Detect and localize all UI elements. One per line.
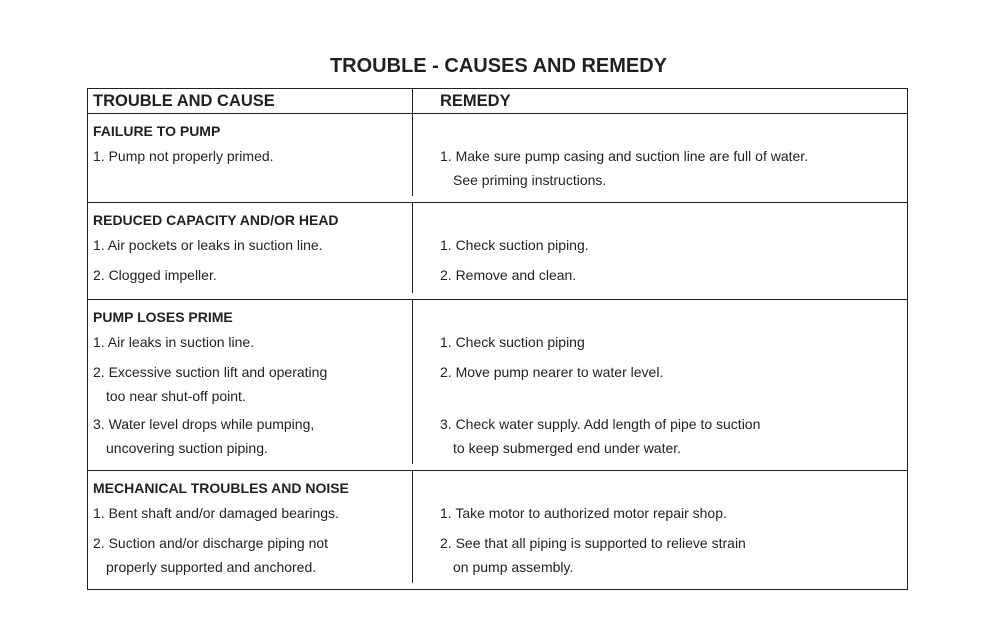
blank-cell — [440, 118, 907, 144]
causes-line: 1. Air pockets or leaks in suction line. — [93, 237, 323, 253]
causes-line: 2. Excessive suction lift and operating — [93, 364, 328, 380]
remedies-line: 2. See that all piping is supported to relieve strain — [440, 535, 746, 551]
trouble-table — [87, 88, 908, 590]
section-heading: PUMP LOSES PRIME — [93, 309, 233, 325]
cause-cell — [88, 203, 413, 293]
table-section — [88, 471, 907, 589]
causes-item — [93, 501, 412, 526]
causes-line: 1. Air leaks in suction line. — [93, 334, 255, 350]
header-cause: TROUBLE AND CAUSE — [88, 89, 413, 113]
causes-item — [93, 263, 412, 288]
remedy-cell — [413, 300, 907, 464]
remedies-line: 2. Move pump nearer to water level. — [440, 364, 664, 380]
remedies-item — [440, 531, 907, 578]
remedies-item — [440, 360, 907, 407]
section-heading: MECHANICAL TROUBLES AND NOISE — [93, 480, 349, 496]
remedy-cell — [413, 114, 907, 196]
causes-item — [93, 360, 412, 407]
cause-cell — [88, 300, 413, 464]
causes-item — [93, 144, 412, 191]
causes-line: 2. Clogged impeller. — [93, 267, 217, 283]
causes-item — [93, 531, 412, 578]
causes-item — [93, 233, 412, 258]
remedy-cell — [413, 471, 907, 583]
causes-line: 2. Suction and/or discharge piping not — [93, 535, 329, 551]
table-header — [88, 89, 907, 114]
remedies-line: 1. Make sure pump casing and suction line are full of water. — [440, 148, 809, 164]
remedies-item — [440, 144, 907, 191]
cause-cell — [88, 471, 413, 583]
causes-line: properly supported and anchored. — [106, 559, 317, 575]
remedies-line: 1. Check suction piping — [440, 334, 585, 350]
remedies-line: to keep submerged end under water. — [453, 440, 682, 456]
remedies-line: 2. Remove and clean. — [440, 267, 577, 283]
remedies-item — [440, 263, 907, 288]
causes-line: uncovering suction piping. — [106, 440, 268, 456]
remedies-line — [440, 385, 907, 407]
blank-cell — [440, 304, 907, 330]
page-title: TROUBLE - CAUSES AND REMEDY — [329, 55, 668, 77]
causes-line: too near shut-off point. — [106, 388, 246, 404]
causes-line: 3. Water level drops while pumping, — [93, 416, 315, 432]
remedy-cell — [413, 203, 907, 293]
table-section — [88, 203, 907, 300]
causes-item — [93, 330, 412, 355]
remedies-item — [440, 412, 907, 459]
remedies-item — [440, 233, 907, 258]
blank-cell — [440, 207, 907, 233]
remedies-line: on pump assembly. — [453, 559, 574, 575]
section-heading: FAILURE TO PUMP — [93, 123, 221, 139]
causes-line: 1. Bent shaft and/or damaged bearings. — [93, 505, 339, 521]
table-section — [88, 300, 907, 471]
remedies-line: 1. Check suction piping. — [440, 237, 589, 253]
causes-item — [93, 412, 412, 459]
header-remedy: REMEDY — [440, 92, 511, 110]
causes-line — [93, 169, 412, 191]
remedies-line: 3. Check water supply. Add length of pipe to suction — [440, 416, 761, 432]
table-section — [88, 114, 907, 203]
blank-cell — [440, 475, 907, 501]
remedies-item — [440, 501, 907, 526]
remedies-line: See priming instructions. — [453, 172, 607, 188]
remedies-item — [440, 330, 907, 355]
section-heading: REDUCED CAPACITY AND/OR HEAD — [93, 212, 339, 228]
causes-line: 1. Pump not properly primed. — [93, 148, 274, 164]
cause-cell — [88, 114, 413, 196]
remedies-line: 1. Take motor to authorized motor repair shop. — [440, 505, 727, 521]
